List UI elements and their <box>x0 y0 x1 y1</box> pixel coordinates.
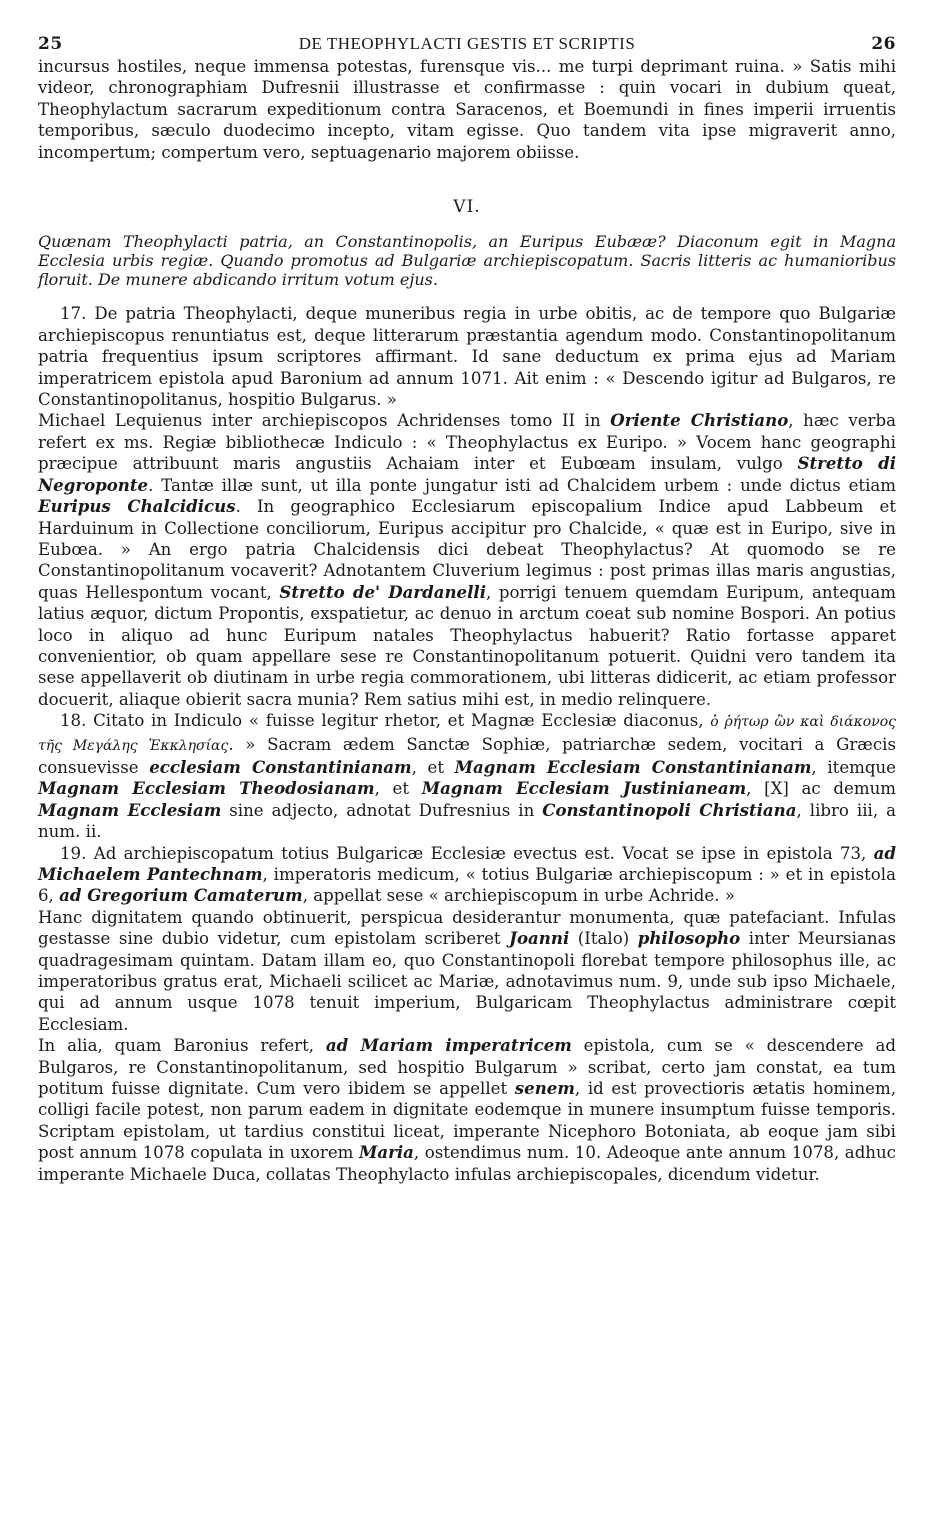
italic-phrase: senem <box>514 1078 575 1099</box>
text-run: . » Sacram ædem Sanctæ Sophiæ, patriarchæ sedem, vocitari a Græcis consuevisse <box>38 734 896 777</box>
text-run: Michael Lequienus inter archiepiscopos Achridenses tomo II in <box>38 411 611 431</box>
paragraph <box>38 1035 896 1185</box>
lead-paragraph <box>38 56 896 163</box>
section-heading: VI. <box>453 197 481 218</box>
text-run: Hanc dignitatem quando obtinuerit, perspicua desiderantur monumenta, quæ patefaciant. Infulas gestasse sine dubio videtur, cum epistolam scriberet <box>38 907 896 949</box>
text-run: epistola, cum se « descendere ad Bulgaros, re Constantinopolitanum, sed hospitio Bulgarum » scribat, certo jam constat, ea tum potitum fuisse dignitate. Cum vero ibidem se appellet <box>38 1036 896 1099</box>
greek-phrase: ὁ ῥήτωρ ὢν καὶ διάκονος τῆς Μεγάλης Ἐκκλησίας <box>38 714 896 754</box>
body-text <box>38 56 896 1185</box>
text-run: inter Meursianas quadragesimam quintam. Datam illam eo, quo Constantinopoli florebat tempore philosophus ille, ac imperatoribus gratus erat, Michaeli scilicet ac Mariæ, adnotavimus num. 9, unde sub ipso Michaele, qui ad annum usque 1078 tenuit imperium, Bulgaricam Theophylactus administrare cœpit Ecclesiam. <box>38 929 896 1034</box>
italic-phrase: Euripus Chalcidicus <box>38 496 236 517</box>
text-run: . In geographico Ecclesiarum episcopalium Indice apud Labbeum et Harduinum in Collectione conciliorum, Euripus accipitur pro Chalcide, « quæ est in Euripo, sive in Eubœa. » An ergo patria Chalcidensis dici debeat Theophylactus? At quomodo se re Constantinopolitanum vocaverit? Adnotantem Cluverium legimus : post primas illas maris angustias, quas Hellespontum vocant, <box>38 497 896 602</box>
text-run: , itemque <box>811 757 897 777</box>
text-run: , et <box>411 757 455 777</box>
italic-phrase: ecclesiam Constantinianam <box>149 756 412 777</box>
text-run: sine adjecto, adnotat Dufresnius in <box>221 800 543 820</box>
paragraph <box>38 710 896 842</box>
italic-phrase: ad Michaelem Pantechnam <box>38 842 896 884</box>
text-run: 18. Citato in Indiculo « fuisse legitur rhetor, et Magnæ Ecclesiæ diaconus, <box>60 711 711 731</box>
paragraph <box>38 843 896 907</box>
italic-phrase: Maria <box>358 1142 414 1163</box>
text-run: 19. Ad archiepiscopatum totius Bulgaricæ Ecclesiæ evectus est. Vocat se ipse in epistola 73, <box>60 843 874 863</box>
text-run: , appellat sese « archiepiscopum in urbe Achride. » <box>302 886 735 906</box>
text-run: 17. De patria Theophylacti, deque muneribus regia in urbe obitis, ac de tempore quo Bulgariæ archiepiscopus renuntiatus est, deque litterarum præstantia agendum modo. Constantinopolitanum patria frequentius ipsum scriptores affirmant. Id sane deductum ex prima ejus ad Mariam imperatricem epistola apud Baronium ad annum 1071. Ait enim : « Descendo igitur ad Bulgaros, re Constantinopolitanus, hospitio Bulgarus. » <box>38 304 896 410</box>
text-run: , hæc verba refert ex ms. Regiæ bibliothecæ Indiculo : « Theophylactus ex Euripo. » Vocem hanc geographi præcipue attribuunt maris angustiis Achaiam inter et Eubœam insulam, vulgo <box>38 411 896 474</box>
italic-phrase: Stretto di Negroponte <box>38 453 897 495</box>
text-run: , porrigi tenuem quemdam Euripum, antequam latius æquor, dictum Propontis, exspatietur, ac denuo in arctum coeat sub nomine Bospori. An potius loco in aliquo ad hunc Euripum natales Theophylactus habuerit? Ratio fortasse apparet convenientior, ob quam appellare sese re Constantinopolitanum potuerit. Quidni vero tandem ita sese appellaverit ob diutinam in urbe regia commorationem, ubi litteras didicerit, ac etiam professor docuerit, aliaque obierit sacra munia? Rem satius mihi est, in medio relinquere. <box>38 582 896 709</box>
paragraph-list <box>38 303 896 1185</box>
paragraph <box>38 410 896 710</box>
text-run: , id est provectioris ætatis hominem, colligi facile potest, non parum eadem in dignitate eodemque in munere insumptum fuisse temporis. Scriptam epistolam, ut tardius constitui liceat, imperante Nicephoro Botoniata, ab eoque jam sibi post annum 1078 copulata in uxorem <box>38 1079 896 1163</box>
text-run: , [X] ac demum <box>746 779 896 799</box>
paragraph <box>38 303 896 410</box>
italic-phrase: Oriente Christiano <box>610 410 789 431</box>
page-number-left: 25 <box>38 34 63 54</box>
section-summary: Quænam Theophylacti patria, an Constantinopolis, an Euripus Eubææ? Diaconum egit in Magna Ecclesia urbis regiæ. Quando promotus ad Bulgariæ archiepiscopatum. Sacris litteris ac humanioribus floruit. De munere abdicando irritum votum ejus. <box>38 232 896 290</box>
italic-phrase: Constantinopoli Christiana <box>542 799 797 820</box>
italic-phrase: Magnam Ecclesiam <box>38 799 222 820</box>
italic-phrase: philosopho <box>637 928 741 949</box>
running-title: DE THEOPHYLACTI GESTIS ET SCRIPTIS <box>298 34 636 53</box>
italic-phrase: Joanni <box>509 928 570 949</box>
paragraph <box>38 907 896 1035</box>
text-run: In alia, quam Baronius refert, <box>38 1036 326 1056</box>
text-run: , ostendimus num. 10. Adeoque ante annum 1078, adhuc imperante Michaele Duca, collatas Theophylacto infulas archiepiscopales, dicendum videtur. <box>38 1143 896 1184</box>
text-run: (Italo) <box>569 929 638 949</box>
text-run: , libro iii, a num. ii. <box>38 800 896 842</box>
italic-phrase: ad Gregorium Camaterum <box>59 885 303 906</box>
text-run: , et <box>374 779 422 799</box>
running-header <box>38 34 896 56</box>
text-run: . Tantæ illæ sunt, ut illa ponte jungatur isti ad Chalcidem urbem : unde dictus etiam <box>148 475 896 495</box>
italic-phrase: Magnam Ecclesiam Theodosianam <box>38 778 375 799</box>
italic-phrase: Stretto de' Dardanelli <box>279 581 486 602</box>
text-run: , imperatoris medicum, « totius Bulgariæ archiepiscopum : » et in epistola 6, <box>38 865 896 906</box>
page-number-right: 26 <box>871 34 896 54</box>
lead-text: incursus hostiles, neque immensa potestas, furensque vis... me turpi deprimant ruina. » Satis mihi videor, chronographiam Dufresnii illustrasse et confirmasse : quin vocari in dubium queat, Theophylactum sacrarum expeditionum contra Saracenos, et Boemundi in fines imperii irruentis temporibus, sæculo duodecimo incepto, vitam egisse. Quo tandem vita ipse migraverit anno, incompertum; compertum vero, septuagenario majorem obiisse. <box>38 57 896 162</box>
italic-phrase: Magnam Ecclesiam Justinianeam <box>421 778 747 799</box>
italic-phrase: Magnam Ecclesiam Constantinianam <box>454 756 812 777</box>
italic-phrase: ad Mariam imperatricem <box>325 1035 572 1056</box>
